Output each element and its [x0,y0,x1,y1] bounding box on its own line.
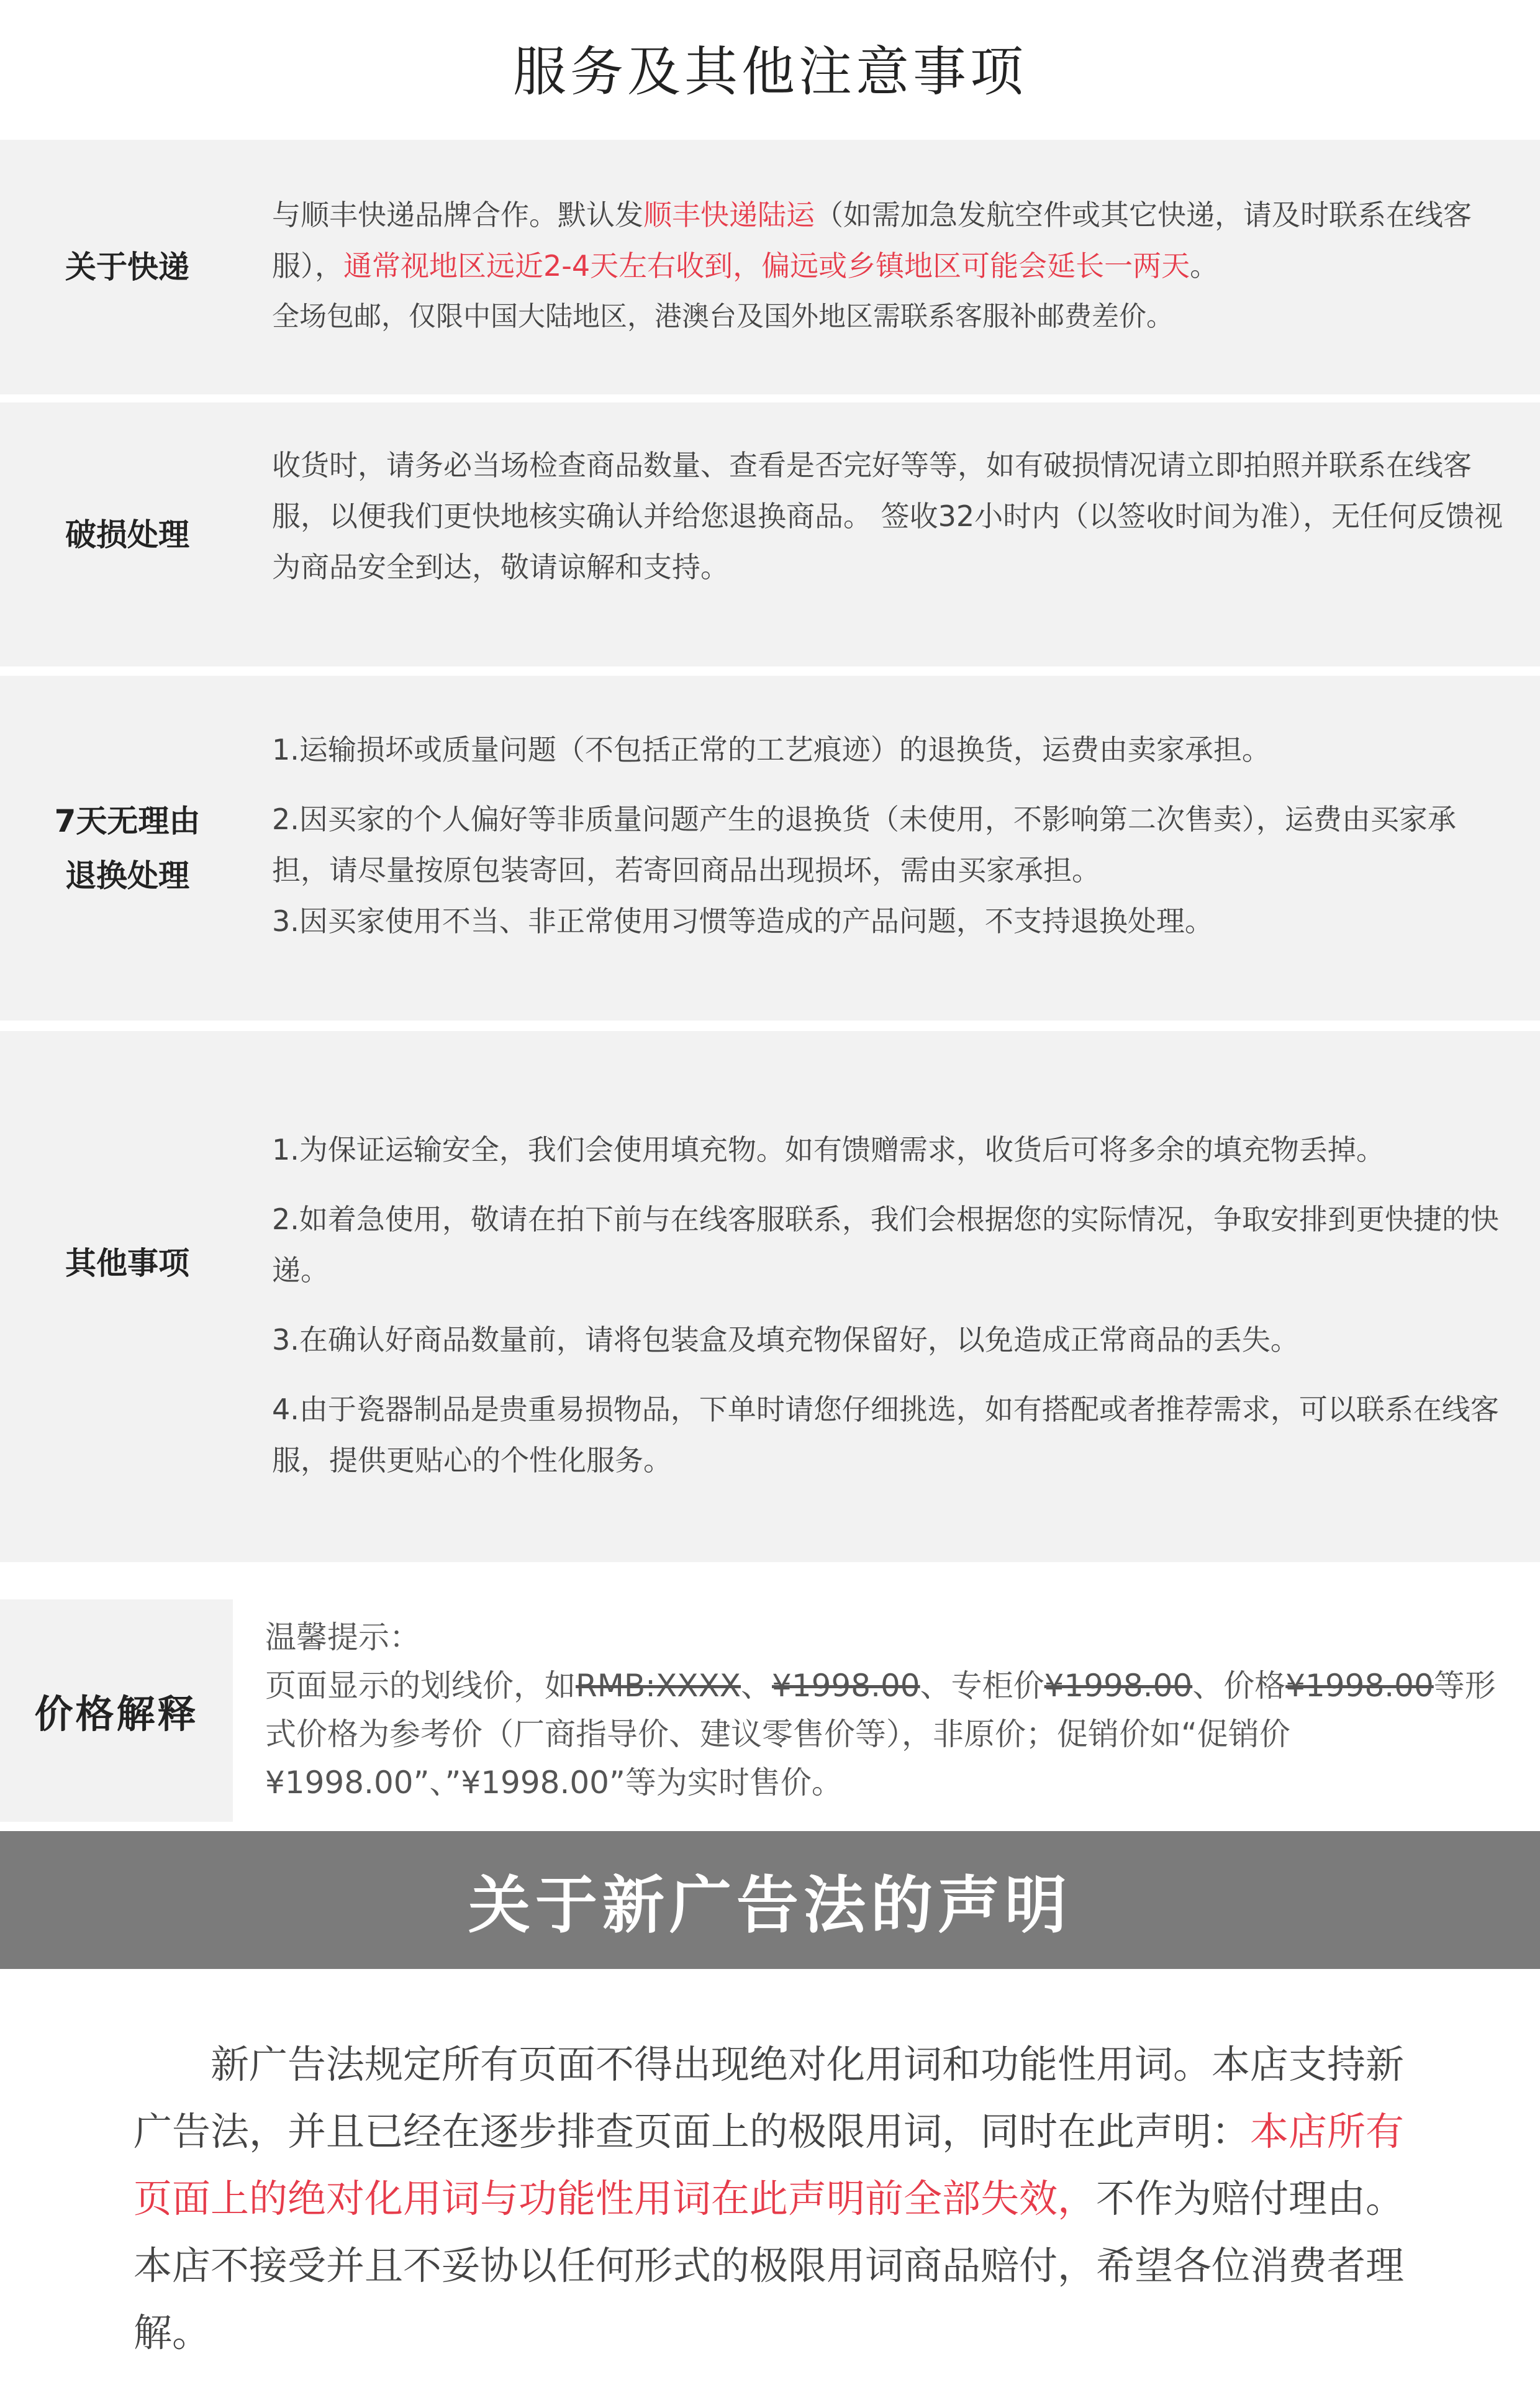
text-segment: 2.如着急使用，敬请在拍下前与在线客服联系，我们会根据您的实际情况，争取安排到更快捷的快递。 [272,1202,1499,1287]
section-express [0,140,1540,394]
section-label [0,402,255,666]
text-segment: 1.运输损坏或质量问题（不包括正常的工艺痕迹）的退换货，运费由卖家承担。 [272,733,1270,766]
strikethrough-price: ¥1998.00 [1285,1668,1434,1704]
price-tip: 温馨提示： [265,1619,420,1655]
statement-paragraph [134,2031,1441,2366]
price-label: 价格解释 [34,1691,199,1737]
paragraph [272,794,1509,896]
paragraph [272,1314,1509,1365]
text-segment: 、 [741,1668,772,1704]
section-damage [0,402,1540,666]
price-box [233,1599,1540,1822]
section-returns [0,676,1540,1021]
section-label-line: 退换处理 [65,857,189,894]
highlight-text: 本店所有页面上的绝对化用词与功能性用词在此声明前全部失效， [134,2109,1405,2221]
text-segment: 、价格 [1192,1668,1286,1704]
section-body [272,189,1509,342]
price-body [265,1613,1503,1807]
price-text [265,1662,1503,1807]
price-section [0,1599,1540,1822]
text-segment: 新广告法规定所有页面不得出现绝对化用词和功能性用词。本店支持新广告法，并且已经在逐步排查页面上的极限用词，同时在此声明： [134,2042,1405,2154]
paragraph [272,189,1509,291]
section-label-line: 其他事项 [65,1245,189,1281]
ad-law-statement [134,2031,1441,2366]
paragraph [272,1124,1509,1175]
text-segment: 、专柜价 [920,1668,1044,1704]
highlight-text: 通常视地区远近2-4天左右收到，偏远或乡镇地区可能会延长一两天 [343,249,1190,283]
text-segment: 3.因买家使用不当、非正常使用习惯等造成的产品问题，不支持退换处理。 [272,904,1213,938]
text-segment: 3.在确认好商品数量前，请将包装盒及填充物保留好，以免造成正常商品的丢失。 [272,1323,1299,1357]
section-label-line: 关于快递 [65,249,189,285]
text-segment: 1.为保证运输安全，我们会使用填充物。如有馈赠需求，收货后可将多余的填充物丢掉。 [272,1133,1385,1166]
strikethrough-price: ¥1998.00 [1044,1668,1193,1704]
section-other [0,1031,1540,1562]
paragraph [272,440,1509,593]
paragraph [272,291,1509,342]
section-label [0,1031,255,1562]
text-segment: 与顺丰快递品牌合作。默认发 [272,198,643,232]
section-label [0,140,255,394]
highlight-text: 顺丰快递陆运 [643,198,815,232]
text-segment: 页面显示的划线价，如 [265,1668,576,1704]
section-label-line: 破损处理 [65,516,189,553]
paragraph [272,1194,1509,1296]
text-segment: 不作为赔付理由。本店不接受并且不妥协以任何形式的极限用词商品赔付，希望各位消费者理解。 [134,2176,1405,2355]
ad-law-banner: 关于新广告法的声明 [0,1831,1540,1969]
text-segment: 4.由于瓷器制品是贵重易损物品，下单时请您仔细挑选，如有搭配或者推荐需求，可以联系在线客服，提供更贴心的个性化服务。 [272,1393,1499,1477]
paragraph [272,724,1509,775]
paragraph [272,896,1509,947]
text-segment: 等形式价格为参考价（厂商指导价、建议零售价等），非原价；促销价如“促销价¥1998.00”、”¥1998.00”等为实时售价。 [265,1668,1496,1801]
text-segment: 收货时，请务必当场检查商品数量、查看是否完好等等，如有破损情况请立即拍照并联系在线客服，以便我们更快地核实确认并给您退换商品。 签收32小时内（以签收时间为准），无任何反馈视为商品安全到达，敬请谅解和支持。 [272,448,1503,584]
strikethrough-price: ¥1998.00 [772,1668,920,1704]
section-label-line: 7天无理由 [54,802,201,839]
page-title: 服务及其他注意事项 [513,40,1027,103]
text-segment: （如需加急发航空件或其它快递，请及时联系在线客服）， [272,198,1472,283]
section-body [272,1124,1509,1486]
section-body [272,724,1509,947]
text-segment: 全场包邮，仅限中国大陆地区，港澳台及国外地区需联系客服补邮费差价。 [272,301,1174,332]
text-segment: 。 [1190,249,1219,283]
section-label [0,676,255,1021]
section-body [272,440,1509,593]
paragraph [272,1384,1509,1486]
text-segment: 2.因买家的个人偏好等非质量问题产生的退换货（未使用，不影响第二次售卖），运费由买家承担，请尽量按原包装寄回，若寄回商品出现损坏，需由买家承担。 [272,802,1456,887]
strikethrough-price: RMB:XXXX [576,1668,741,1704]
